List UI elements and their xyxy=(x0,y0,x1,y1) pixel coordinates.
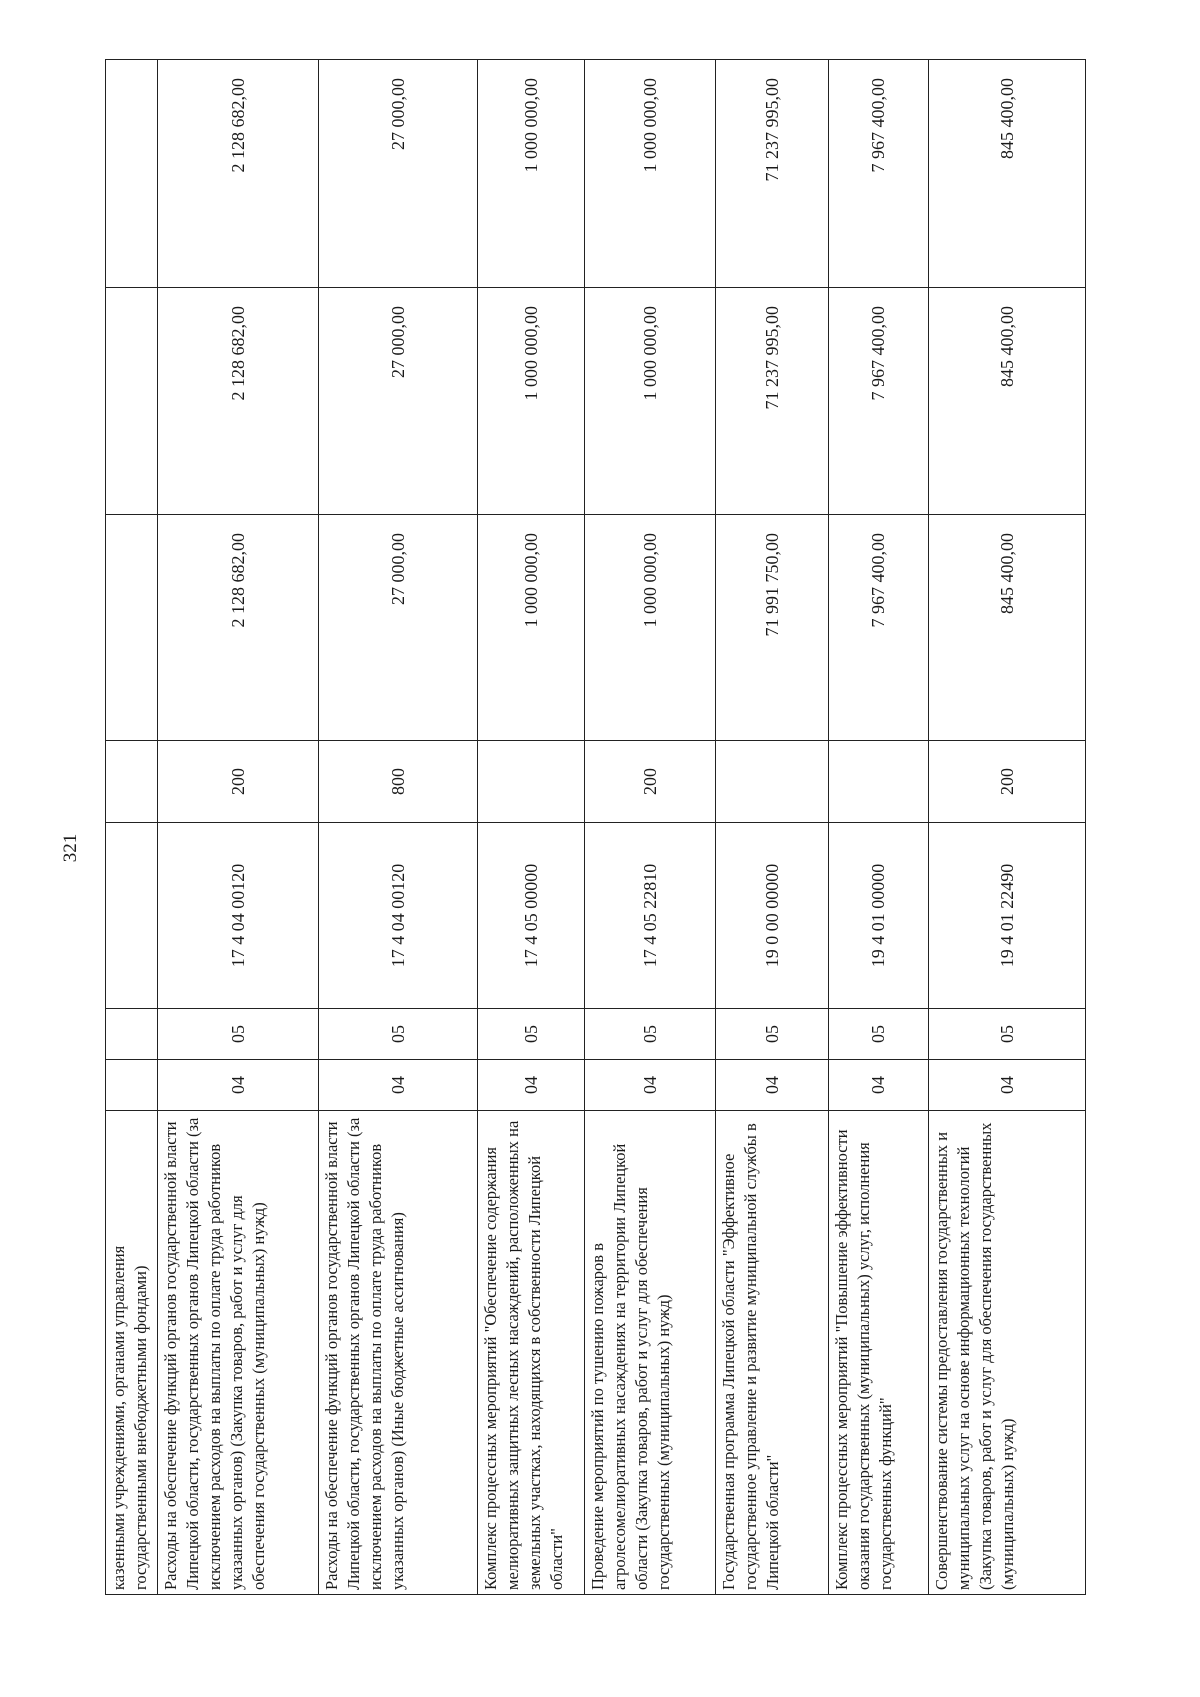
row-description: Расходы на обеспечение функций органов государственной власти Липецкой области, государственных органов Липецкой области (за исключением расходов на выплаты по оплате труда работников указанных органов) (Закупка товаров, работ и услуг для обеспечения государственных (муниципальных) нужд) xyxy=(158,1111,319,1595)
amount-2: 1 000 000,00 xyxy=(585,288,716,515)
table-row xyxy=(478,60,585,1595)
table-row xyxy=(929,60,1086,1595)
section-code: 04 xyxy=(829,1060,929,1111)
rotated-table-wrapper xyxy=(105,60,1085,1595)
target-article-code: 17 4 05 00000 xyxy=(478,823,585,1009)
subsection-code: 05 xyxy=(319,1009,478,1060)
expense-type-code xyxy=(829,741,929,823)
amount-1: 7 967 400,00 xyxy=(829,515,929,741)
table-row xyxy=(158,60,319,1595)
subsection-code: 05 xyxy=(585,1009,716,1060)
target-article-code: 17 4 04 00120 xyxy=(319,823,478,1009)
amount-2: 1 000 000,00 xyxy=(478,288,585,515)
amount-1: 71 991 750,00 xyxy=(716,515,829,741)
row-description: Комплекс процессных мероприятий "Повышение эффективности оказания государственных (муниципальных) услуг, исполнения государственных функций" xyxy=(829,1111,929,1595)
amount-3: 71 237 995,00 xyxy=(716,60,829,288)
amount-3: 845 400,00 xyxy=(929,60,1086,288)
budget-table xyxy=(105,59,1086,1595)
subsection-code: 05 xyxy=(716,1009,829,1060)
amount-3: 1 000 000,00 xyxy=(478,60,585,288)
expense-type-code: 800 xyxy=(319,741,478,823)
amount-2: 71 237 995,00 xyxy=(716,288,829,515)
page-number: 321 xyxy=(60,833,81,863)
row-description: Совершенствование системы предоставления государственных и муниципальных услуг на основе информационных технологий (Закупка товаров, работ и услуг для обеспечения государственных (муниципальных) нужд) xyxy=(929,1111,1086,1595)
expense-type-code xyxy=(106,741,158,823)
amount-1: 1 000 000,00 xyxy=(478,515,585,741)
amount-1: 1 000 000,00 xyxy=(585,515,716,741)
subsection-code: 05 xyxy=(158,1009,319,1060)
amount-2: 7 967 400,00 xyxy=(829,288,929,515)
amount-3: 2 128 682,00 xyxy=(158,60,319,288)
target-article-code: 19 4 01 00000 xyxy=(829,823,929,1009)
expense-type-code xyxy=(716,741,829,823)
amount-1: 845 400,00 xyxy=(929,515,1086,741)
amount-3 xyxy=(106,60,158,288)
section-code: 04 xyxy=(716,1060,829,1111)
section-code: 04 xyxy=(478,1060,585,1111)
row-description: Расходы на обеспечение функций органов государственной власти Липецкой области, государственных органов Липецкой области (за исключением расходов на выплаты по оплате труда работников указанных органов) (Иные бюджетные ассигнования) xyxy=(319,1111,478,1595)
amount-1 xyxy=(106,515,158,741)
amount-2: 845 400,00 xyxy=(929,288,1086,515)
table-row xyxy=(319,60,478,1595)
section-code xyxy=(106,1060,158,1111)
expense-type-code: 200 xyxy=(158,741,319,823)
table-row xyxy=(106,60,158,1595)
amount-2: 2 128 682,00 xyxy=(158,288,319,515)
amount-2: 27 000,00 xyxy=(319,288,478,515)
amount-3: 7 967 400,00 xyxy=(829,60,929,288)
target-article-code: 17 4 04 00120 xyxy=(158,823,319,1009)
subsection-code: 05 xyxy=(829,1009,929,1060)
table-row xyxy=(585,60,716,1595)
target-article-code: 17 4 05 22810 xyxy=(585,823,716,1009)
table-row xyxy=(829,60,929,1595)
section-code: 04 xyxy=(319,1060,478,1111)
target-article-code: 19 4 01 22490 xyxy=(929,823,1086,1009)
section-code: 04 xyxy=(929,1060,1086,1111)
table-row xyxy=(716,60,829,1595)
subsection-code: 05 xyxy=(478,1009,585,1060)
section-code: 04 xyxy=(158,1060,319,1111)
row-description: Комплекс процессных мероприятий "Обеспечение содержания мелиоративных защитных лесных насаждений, расположенных на земельных участках, находящихся в собственности Липецкой области" xyxy=(478,1111,585,1595)
target-article-code xyxy=(106,823,158,1009)
amount-3: 1 000 000,00 xyxy=(585,60,716,288)
amount-1: 2 128 682,00 xyxy=(158,515,319,741)
subsection-code xyxy=(106,1009,158,1060)
expense-type-code: 200 xyxy=(585,741,716,823)
row-description: Государственная программа Липецкой области "Эффективное государственное управление и развитие муниципальной службы в Липецкой области" xyxy=(716,1111,829,1595)
subsection-code: 05 xyxy=(929,1009,1086,1060)
amount-2 xyxy=(106,288,158,515)
expense-type-code xyxy=(478,741,585,823)
amount-3: 27 000,00 xyxy=(319,60,478,288)
target-article-code: 19 0 00 00000 xyxy=(716,823,829,1009)
amount-1: 27 000,00 xyxy=(319,515,478,741)
expense-type-code: 200 xyxy=(929,741,1086,823)
row-description: казенными учреждениями, органами управления государственными внебюджетными фондами) xyxy=(106,1111,158,1595)
row-description: Проведение мероприятий по тушению пожаров в агролесомелиоративных насаждениях на территории Липецкой области (Закупка товаров, работ и услуг для обеспечения государственных (муниципальных) нужд) xyxy=(585,1111,716,1595)
section-code: 04 xyxy=(585,1060,716,1111)
